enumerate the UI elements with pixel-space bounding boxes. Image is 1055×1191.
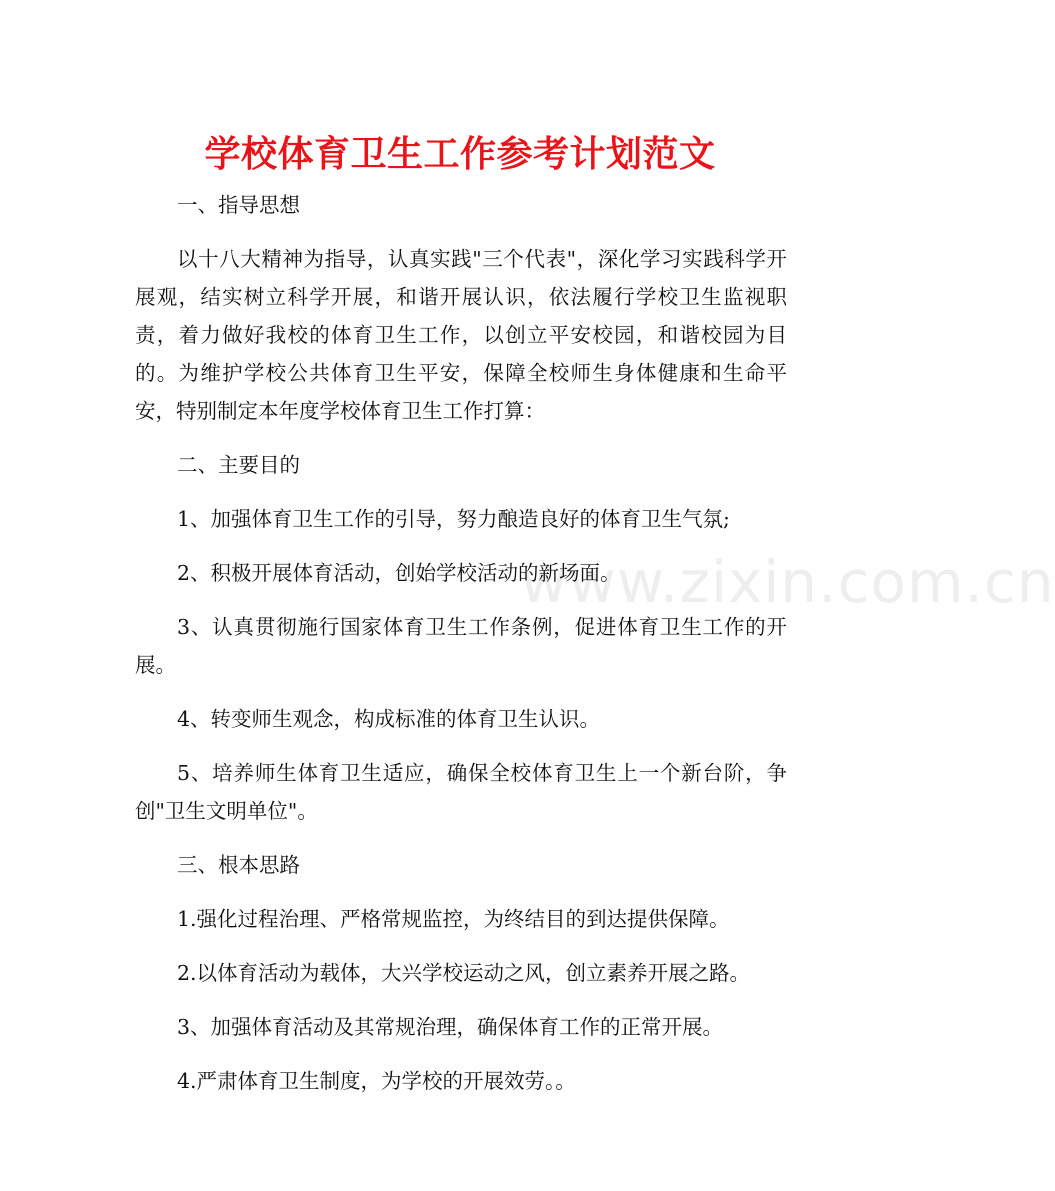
list-item: 1、加强体育卫生工作的引导，努力酿造良好的体育卫生气氛; xyxy=(177,507,730,531)
paragraph-guiding-thought: 以十八大精神为指导，认真实践"三个代表"，深化学习实践科学开展观，结实树立科学开展，和谐开展认识，依法履行学校卫生监视职责，着力做好我校的体育卫生工作，以创立平安校园，和谐校园为目的。为维护学校公共体育卫生平安，保障全校师生身体健康和生命平安，特别制定本年度学校体育卫生工作打算： xyxy=(135,247,787,423)
document-title: 学校体育卫生工作参考计划范文 xyxy=(204,134,716,175)
list-item: 1.强化过程治理、严格常规监控，为终结目的到达提供保障。 xyxy=(177,907,730,931)
list-item: 5、培养师生体育卫生适应，确保全校体育卫生上一个新台阶，争创"卫生文明单位"。 xyxy=(135,761,787,823)
section-heading-2: 二、主要目的 xyxy=(177,453,300,477)
watermark: www.zixin.com.cn xyxy=(520,548,1055,616)
document-body xyxy=(135,186,787,1116)
list-item: 4.严肃体育卫生制度，为学校的开展效劳。。 xyxy=(177,1069,576,1093)
list-item: 3、认真贯彻施行国家体育卫生工作条例，促进体育卫生工作的开展。 xyxy=(135,615,787,677)
list-item: 3、加强体育活动及其常规治理，确保体育工作的正常开展。 xyxy=(177,1015,724,1039)
list-item: 2、积极开展体育活动，创始学校活动的新场面。 xyxy=(177,561,621,585)
section-heading-3: 三、根本思路 xyxy=(177,853,300,877)
list-item: 4、转变师生观念，构成标准的体育卫生认识。 xyxy=(177,707,601,731)
list-item: 2.以体育活动为载体，大兴学校运动之风，创立素养开展之路。 xyxy=(177,961,751,985)
section-heading-1: 一、指导思想 xyxy=(177,193,300,217)
